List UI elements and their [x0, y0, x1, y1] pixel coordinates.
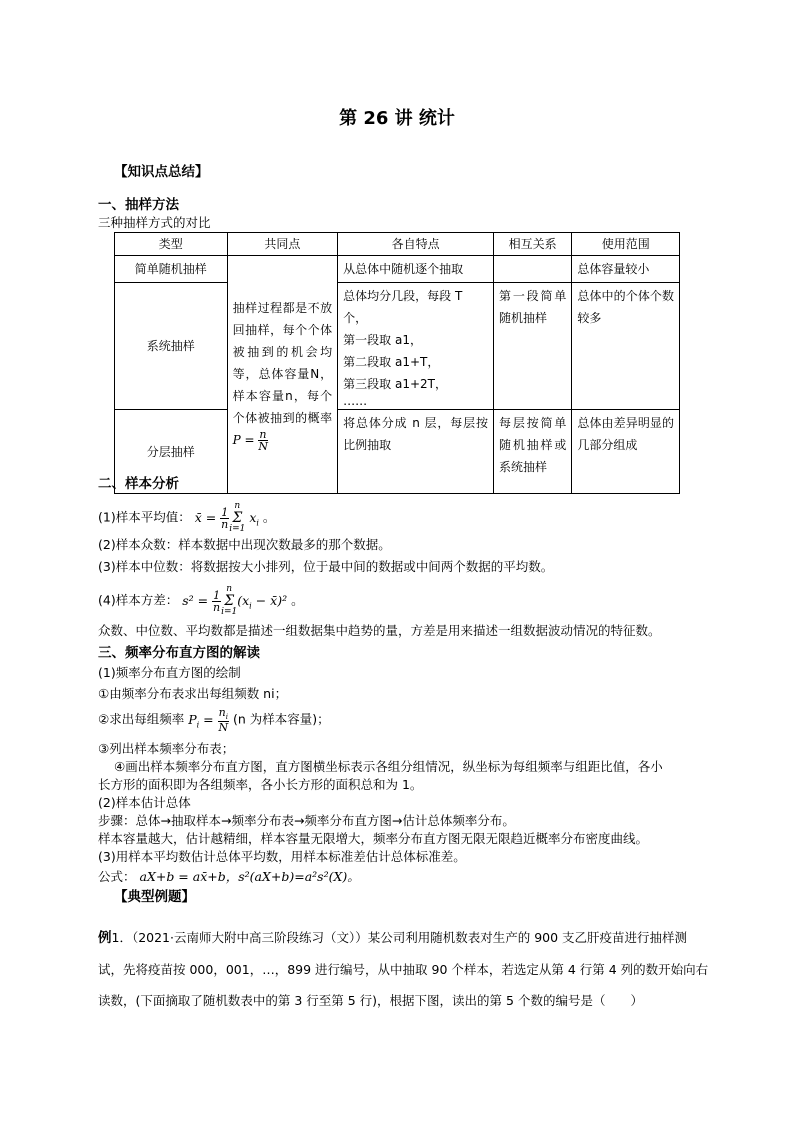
formula-line [98, 867, 360, 885]
estimate-note: 样本容量越大，估计越精细，样本容量无限增大，频率分布直方图无限无限趋近概率分布密度曲线。 [98, 831, 649, 846]
heading-sample-analysis: 二、样本分析 [98, 476, 179, 492]
feature-line: 第一段取 a1， [343, 333, 422, 347]
sample-median-line: (3)样本中位数：将数据按大小排列，位于最中间的数据或中间两个数据的平均数。 [98, 559, 554, 574]
header-range: 使用范围 [572, 233, 680, 256]
example-1-text: 1．（2021·云南师大附中高三阶段练习（文））某公司利用随机数表对生产的 900 支乙肝疫苗进行抽样测 [111, 930, 688, 945]
estimate-mean: (3)用样本平均数估计总体平均数，用样本标准差估计总体标准差。 [98, 849, 466, 864]
sample-variance-line [98, 585, 304, 617]
step-4-cont: 长方形的面积即为各组频率，各小长方形的面积总和为 1。 [98, 777, 423, 792]
header-common: 共同点 [227, 233, 338, 256]
statistics-note: 众数、中位数、平均数都是描述一组数据集中趋势的量，方差是用来描述一组数据波动情况的特征数。 [98, 623, 661, 638]
cell-type: 简单随机抽样 [115, 256, 228, 283]
header-relation: 相互关系 [493, 233, 571, 256]
heading-sampling-methods: 一、抽样方法 [98, 197, 179, 213]
sample-mean-label: (1)样本平均值： [98, 509, 191, 525]
cell-type: 分层抽样 [115, 410, 228, 494]
cell-common [227, 256, 338, 494]
page-title: 第 26 讲 统计 [339, 108, 455, 129]
step-2-note: (n 为样本容量)； [232, 711, 330, 727]
cell-feature: 从总体中随机逐个抽取 [338, 256, 494, 283]
feature-line: 第三段取 a1+2T， [343, 377, 447, 391]
probability-formula: P = $\frac{n}{N}$ [232, 428, 268, 453]
feature-line: …… [343, 394, 368, 408]
section-examples: 【典型例题】 [114, 889, 195, 905]
example-1-line-3: 读数，(下面摘取了随机数表中的第 3 行至第 5 行)，根据下图，读出的第 5 个数的编号是（ ） [98, 993, 643, 1008]
step-2 [98, 707, 330, 733]
sample-mean-formula: x̄ = $\frac{1}{n}$ n Σ i=1 $x_i$ [194, 501, 259, 534]
cell-relation: 每层按简单随机抽样或系统抽样 [493, 410, 571, 494]
formula-label: 公式： [98, 869, 136, 884]
cell-feature: 将总体分成 n 层，每层按比例抽取 [338, 410, 494, 494]
histogram-drawing-title: (1)频率分布直方图的绘制 [98, 665, 241, 680]
example-label: 例 [98, 930, 112, 946]
table-header-row [115, 233, 680, 256]
linear-transform-formula: aX+b = ax̄+b，s²(aX+b)=a²s²(X)。 [139, 869, 360, 884]
estimate-steps: 步骤：总体→抽取样本→频率分布表→频率分布直方图→估计总体频率分布。 [98, 813, 515, 828]
sample-mean-line [98, 502, 275, 534]
sample-variance-formula: s² = $\frac{1}{n}$ n Σ $i=1(x_i$ − x̄)² [182, 584, 292, 617]
sample-variance-label: (4)样本方差： [98, 592, 179, 608]
example-1-line-1 [98, 926, 687, 946]
cell-range: 总体中的个体个数较多 [572, 283, 680, 410]
heading-histogram: 三、频率分布直方图的解读 [98, 645, 260, 661]
cell-relation [493, 256, 571, 283]
table-row [115, 410, 680, 494]
table-caption: 三种抽样方式的对比 [98, 215, 211, 230]
example-1-line-2: 试，先将疫苗按 000，001，…，899 进行编号，从中抽取 90 个样本，若选定从第 4 行第 4 列的数开始向右 [98, 962, 709, 977]
sample-mode-line: (2)样本众数：样本数据中出现次数最多的那个数据。 [98, 537, 391, 552]
step-4: ④画出样本频率分布直方图，直方图横坐标表示各组分组情况，纵坐标为每组频率与组距比值，各小 [114, 759, 663, 774]
table-row [115, 283, 680, 410]
header-feature: 各自特点 [338, 233, 494, 256]
sample-variance-tail: 。 [291, 592, 304, 608]
feature-line: 第二段取 a1+T， [343, 355, 440, 369]
cell-relation: 第一段简单随机抽样 [493, 283, 571, 410]
sampling-comparison-table [114, 232, 680, 494]
sample-estimate-title: (2)样本估计总体 [98, 795, 191, 810]
sample-mean-tail: 。 [262, 509, 276, 525]
section-knowledge-summary: 【知识点总结】 [114, 164, 209, 180]
step-2-text: ②求出每组频率 [98, 711, 185, 727]
common-text: 抽样过程都是不放回抽样，每个个体被抽到的机会均等，总体容量N，样本容量n，每个个体被抽到的概率 [232, 301, 333, 425]
cell-range: 总体容量较小 [572, 256, 680, 283]
header-type: 类型 [115, 233, 228, 256]
step-1: ①由频率分布表求出每组频数 ni； [98, 686, 288, 701]
step-3: ③列出样本频率分布表； [98, 741, 235, 756]
cell-type: 系统抽样 [115, 283, 228, 410]
feature-line: 总体均分几段，每段 T 个， [343, 289, 463, 325]
cell-range: 总体由差异明显的几部分组成 [572, 410, 680, 494]
frequency-formula: $P_i$ = $\frac{n_i}{N}$ [188, 706, 229, 735]
table-row [115, 256, 680, 283]
cell-feature [338, 283, 494, 410]
